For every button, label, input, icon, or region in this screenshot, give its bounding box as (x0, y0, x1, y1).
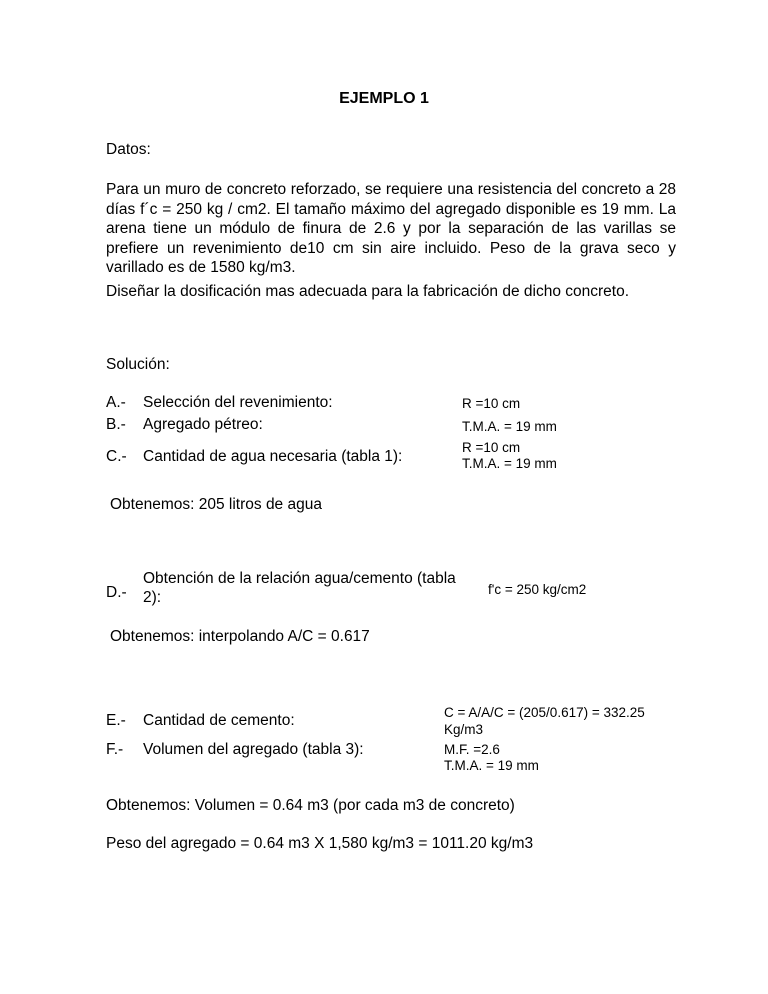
step-c-text: Cantidad de agua necesaria (tabla 1): (143, 448, 403, 465)
step-f-value-2: T.M.A. = 19 mm (444, 758, 539, 773)
datos-label: Datos: (106, 141, 151, 158)
step-c-letter: C.- (106, 448, 127, 465)
step-e-value-1: C = A/A/C = (205/0.617) = 332.25 (444, 705, 645, 720)
step-b-letter: B.- (106, 416, 126, 433)
step-f-text: Volumen del agregado (tabla 3): (143, 741, 364, 758)
step-b-text: Agregado pétreo: (143, 416, 263, 433)
step-e-text: Cantidad de cemento: (143, 712, 295, 729)
result-water: Obtenemos: 205 litros de agua (110, 496, 322, 513)
solucion-label: Solución: (106, 356, 170, 373)
step-c-value-2: T.M.A. = 19 mm (462, 456, 557, 471)
step-d-value: f'c = 250 kg/cm2 (488, 582, 587, 597)
step-b-value: T.M.A. = 19 mm (462, 419, 557, 434)
result-weight: Peso del agregado = 0.64 m3 X 1,580 kg/m3 = 1011.20 kg/m3 (106, 835, 534, 852)
result-ac: Obtenemos: interpolando A/C = 0.617 (110, 628, 370, 645)
step-d-text-1: Obtención de la relación agua/cemento (tabla (143, 570, 456, 587)
step-d-letter: D.- (106, 584, 127, 601)
task-statement: Diseñar la dosificación mas adecuada para la fabricación de dicho concreto. (106, 283, 629, 300)
step-a-text: Selección del revenimiento: (143, 394, 333, 411)
step-a-letter: A.- (106, 394, 126, 411)
step-f-letter: F.- (106, 741, 124, 758)
step-f-value-1: M.F. =2.6 (444, 742, 500, 757)
step-e-letter: E.- (106, 712, 126, 729)
step-a-value: R =10 cm (462, 396, 521, 411)
step-d-text-2: 2): (143, 589, 162, 606)
result-volume: Obtenemos: Volumen = 0.64 m3 (por cada m3 de concreto) (106, 797, 515, 814)
step-c-value-1: R =10 cm (462, 440, 521, 455)
document-title: EJEMPLO 1 (339, 90, 429, 107)
problem-statement: Para un muro de concreto reforzado, se requiere una resistencia del concreto a 28 días f´c = 250 kg / cm2. El tamaño máximo del agregado disponible es 19 mm. La arena tiene un módulo de finura de 2.6 y por la separación de las varillas se prefiere un revenimiento de10 cm sin aire incluido. Peso de la grava seco y varillado es de 1580 kg/m3. (106, 181, 676, 276)
step-e-value-2: Kg/m3 (444, 722, 484, 737)
